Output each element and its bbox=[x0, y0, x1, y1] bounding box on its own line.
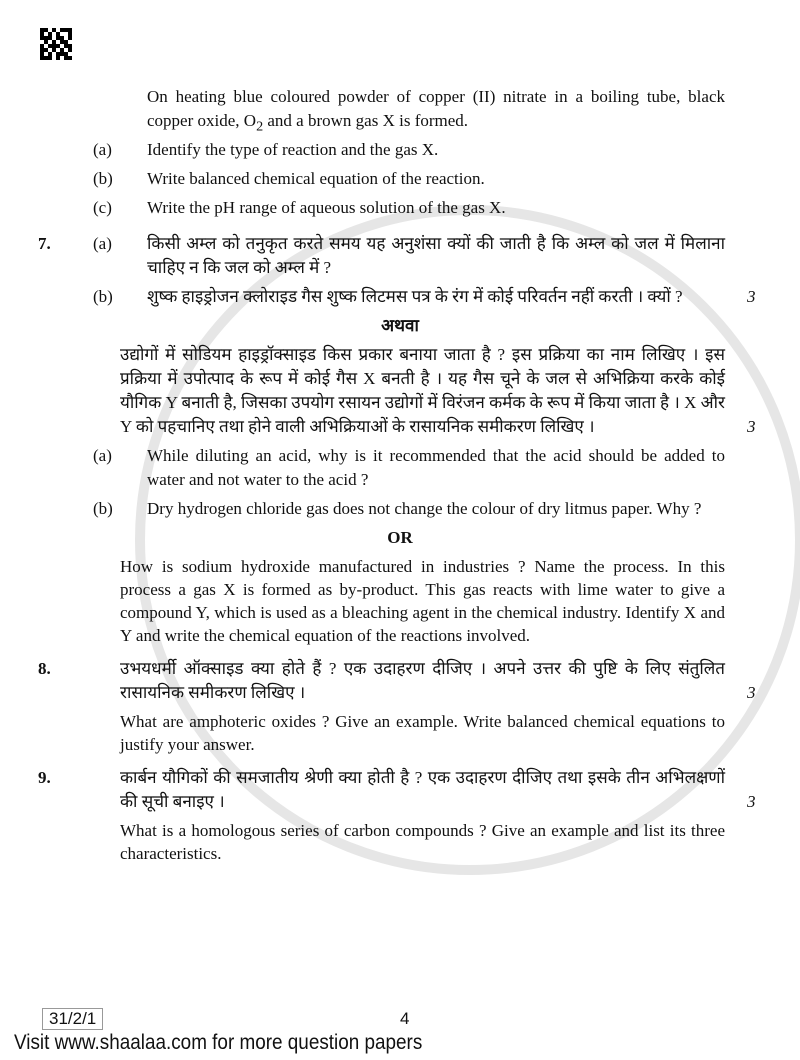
q9-english-row bbox=[38, 819, 778, 865]
q6-c-text: Write the pH range of aqueous solution of the gas X. bbox=[147, 198, 506, 217]
q6-intro bbox=[147, 85, 725, 133]
q7-hi-a-row bbox=[38, 232, 778, 280]
q6-c-label: (c) bbox=[93, 198, 112, 217]
q7-en-b-text: Dry hydrogen chloride gas does not change the colour of dry litmus paper. Why ? bbox=[147, 499, 702, 518]
q7-en-a-text: While diluting an acid, why is it recommended that the acid should be added to water and not water to the acid ? bbox=[147, 446, 725, 489]
page-number: 4 bbox=[400, 1009, 410, 1028]
q7-or-hindi-row bbox=[38, 343, 778, 439]
q6-intro-row bbox=[38, 85, 778, 133]
q8-english-text: What are amphoteric oxides ? Give an example. Write balanced chemical equations to justify your answer. bbox=[120, 712, 725, 754]
q6-a-text: Identify the type of reaction and the gas X. bbox=[147, 140, 439, 159]
subscript: 2 bbox=[256, 118, 264, 135]
q7-or-english-row bbox=[38, 555, 778, 647]
q7-hi-b-label: (b) bbox=[93, 287, 113, 306]
q7-hi-a-label: (a) bbox=[93, 234, 112, 253]
q8-hindi-row bbox=[38, 657, 778, 705]
q8-marks: 3 bbox=[747, 683, 756, 702]
q7-or-hindi: अथवा bbox=[381, 316, 419, 335]
q7-marks: 3 bbox=[747, 287, 756, 306]
q6-intro-line2: black copper oxide, O bbox=[147, 87, 725, 130]
q7-hi-b-row bbox=[38, 285, 778, 309]
q6-b-text: Write balanced chemical equation of the reaction. bbox=[147, 169, 485, 188]
q8-number: 8. bbox=[38, 659, 51, 678]
q7-en-b-row bbox=[38, 497, 778, 521]
q6-b-label: (b) bbox=[93, 169, 113, 188]
q6-intro-line1: On heating blue coloured powder of copper (II) nitrate in a boiling tube, bbox=[147, 87, 681, 106]
q7-or-english-text: How is sodium hydroxide manufactured in industries ? Name the process. In this process a gas X is formed as by-product. This gas reacts with lime water to give a compound Y, which is used as a bleaching agent in the chemical industry. Identify X and Y and write the chemical equation of the reactions involved. bbox=[120, 557, 725, 645]
q7-or-marks: 3 bbox=[747, 417, 756, 436]
q9-hindi-row bbox=[38, 766, 778, 814]
paper-code: 31/2/1 bbox=[42, 1008, 103, 1030]
q6-a-row bbox=[38, 138, 778, 162]
q7-en-a-row bbox=[38, 444, 778, 492]
q6-c-row bbox=[38, 196, 778, 220]
q7-hi-a-text: किसी अम्ल को तनुकृत करते समय यह अनुशंसा क्यों की जाती है कि अम्ल को जल में मिलाना चाहिए न कि जल को अम्ल में ? bbox=[147, 234, 725, 277]
q8-english-row bbox=[38, 710, 778, 756]
q7-or-english: OR bbox=[387, 528, 413, 547]
q7-number: 7. bbox=[38, 234, 51, 253]
q9-marks: 3 bbox=[747, 792, 756, 811]
q7-or-hindi-text: उद्योगों में सोडियम हाइड्रॉक्साइड किस प्रकार बनाया जाता है ? इस प्रक्रिया का नाम लिखिए । इस प्रक्रिया में उपोत्पाद के रूप में कोई गैस X बनती है । यह गैस चूने के जल से अभिक्रिया करके कोई यौगिक Y बनाती है, जिसका उपयोग रसायन उद्योगों में विरंजन कर्मक के रूप में किया जाता है । X और Y को पहचानिए तथा होने वाली अभिक्रियाओं के रासायनिक समीकरण लिखिए । bbox=[120, 345, 725, 436]
q9-number: 9. bbox=[38, 768, 51, 787]
page-footer bbox=[0, 1000, 800, 1060]
q6-intro-line2-end: and a brown gas X is formed. bbox=[263, 111, 469, 130]
visit-link[interactable]: Visit www.shaalaa.com for more question papers bbox=[14, 1031, 423, 1054]
q9-english-text: What is a homologous series of carbon compounds ? Give an example and list its three characteristics. bbox=[120, 821, 725, 863]
q8-hindi-text: उभयधर्मी ऑक्साइड क्या होते हैं ? एक उदाहरण दीजिए । अपने उत्तर की पुष्टि के लिए संतुलित रासायनिक समीकरण लिखिए । bbox=[120, 659, 725, 702]
q6-b-row bbox=[38, 167, 778, 191]
q7-hi-b-text: शुष्क हाइड्रोजन क्लोराइड गैस शुष्क लिटमस पत्र के रंग में कोई परिवर्तन नहीं करती । क्यों ? bbox=[147, 287, 683, 306]
q7-en-b-label: (b) bbox=[93, 499, 113, 518]
footer-row bbox=[0, 1008, 800, 1030]
q7-en-a-label: (a) bbox=[93, 446, 112, 465]
q9-hindi-text: कार्बन यौगिकों की समजातीय श्रेणी क्या होती है ? एक उदाहरण दीजिए तथा इसके तीन अभिलक्षणों की सूची बनाइए । bbox=[120, 768, 725, 811]
q6-a-label: (a) bbox=[93, 140, 112, 159]
